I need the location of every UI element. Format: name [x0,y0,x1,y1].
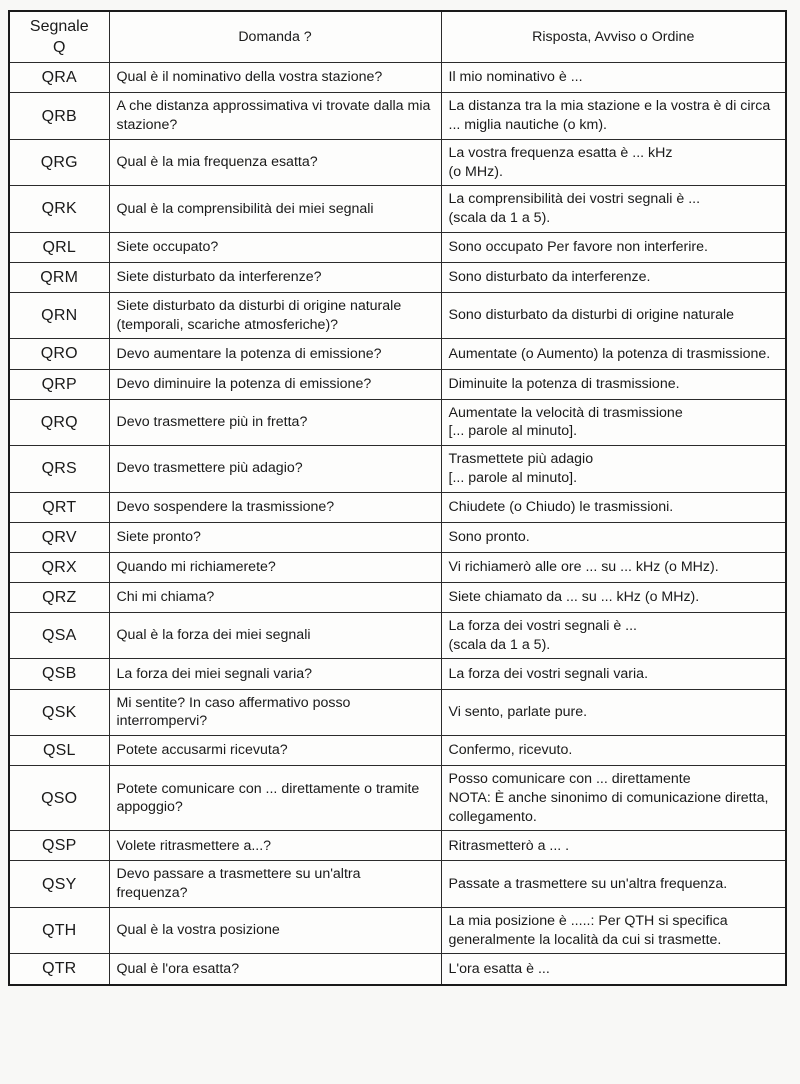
cell-answer: Passate a trasmettere su un'altra frequenza. [441,861,786,907]
cell-question: Mi sentite? In caso affermativo posso interrompervi? [109,689,441,735]
cell-question: Devo trasmettere più in fretta? [109,399,441,445]
cell-answer: Sono disturbato da disturbi di origine naturale [441,292,786,338]
cell-question: Chi mi chiama? [109,582,441,612]
table-row [9,522,786,552]
cell-question: Devo diminuire la potenza di emissione? [109,369,441,399]
cell-answer: Ritrasmetterò a ... . [441,831,786,861]
cell-answer: Trasmettete più adagio [... parole al minuto]. [441,446,786,492]
cell-question: Qual è la vostra posizione [109,907,441,953]
table-row [9,954,786,985]
cell-answer: Il mio nominativo è ... [441,63,786,93]
cell-answer: Vi sento, parlate pure. [441,689,786,735]
cell-question: Qual è la forza dei miei segnali [109,613,441,659]
cell-question: Devo passare a trasmettere su un'altra frequenza? [109,861,441,907]
cell-signal: QRK [9,186,109,232]
cell-question: A che distanza approssimativa vi trovate dalla mia stazione? [109,93,441,139]
cell-question: Siete disturbato da disturbi di origine naturale (temporali, scariche atmosferiche)? [109,292,441,338]
table-row [9,689,786,735]
cell-signal: QSA [9,613,109,659]
cell-question: Devo sospendere la trasmissione? [109,492,441,522]
table-row [9,613,786,659]
cell-answer: Sono occupato Per favore non interferire. [441,232,786,262]
cell-answer: Diminuite la potenza di trasmissione. [441,369,786,399]
table-row [9,736,786,766]
table-row [9,186,786,232]
cell-question: Siete occupato? [109,232,441,262]
cell-answer: La distanza tra la mia stazione e la vostra è di circa ... miglia nautiche (o km). [441,93,786,139]
cell-question: Volete ritrasmettere a...? [109,831,441,861]
cell-signal: QTH [9,907,109,953]
cell-signal: QSY [9,861,109,907]
cell-answer: La vostra frequenza esatta è ... kHz (o MHz). [441,139,786,185]
cut-off-header-text [0,0,800,6]
cell-signal: QRQ [9,399,109,445]
cell-signal: QRP [9,369,109,399]
table-row [9,446,786,492]
header-row [9,11,786,63]
cell-signal: QRN [9,292,109,338]
table-row [9,63,786,93]
table-row [9,369,786,399]
table-row [9,262,786,292]
cell-signal: QSO [9,766,109,831]
table-row [9,399,786,445]
cell-question: Potete comunicare con ... direttamente o tramite appoggio? [109,766,441,831]
cell-signal: QSP [9,831,109,861]
cell-answer: Vi richiamerò alle ore ... su ... kHz (o MHz). [441,552,786,582]
table-row [9,492,786,522]
cell-answer: La forza dei vostri segnali varia. [441,659,786,689]
cell-answer: Siete chiamato da ... su ... kHz (o MHz). [441,582,786,612]
cell-question: Qual è il nominativo della vostra stazione? [109,63,441,93]
cell-question: Devo aumentare la potenza di emissione? [109,339,441,369]
cell-signal: QRO [9,339,109,369]
cell-answer: Confermo, ricevuto. [441,736,786,766]
table-row [9,907,786,953]
cell-answer: Aumentate (o Aumento) la potenza di trasmissione. [441,339,786,369]
cell-answer: Sono disturbato da interferenze. [441,262,786,292]
column-header-question: Domanda ? [109,11,441,63]
column-header-signal-line1: Segnale [29,18,89,35]
table-row [9,93,786,139]
cell-answer: La mia posizione è .....: Per QTH si specifica generalmente la località da cui si trasmette. [441,907,786,953]
table-row [9,552,786,582]
table-row [9,766,786,831]
cell-signal: QRS [9,446,109,492]
column-header-answer: Risposta, Avviso o Ordine [441,11,786,63]
cell-question: Siete pronto? [109,522,441,552]
cell-question: La forza dei miei segnali varia? [109,659,441,689]
table-body [9,63,786,985]
cell-signal: QRZ [9,582,109,612]
cell-answer: Aumentate la velocità di trasmissione [... parole al minuto]. [441,399,786,445]
cell-signal: QRX [9,552,109,582]
cell-answer: La forza dei vostri segnali è ... (scala da 1 a 5). [441,613,786,659]
table-row [9,582,786,612]
cell-signal: QRM [9,262,109,292]
cell-answer: La comprensibilità dei vostri segnali è ... (scala da 1 a 5). [441,186,786,232]
table-row [9,139,786,185]
cell-signal: QTR [9,954,109,985]
cell-signal: QSK [9,689,109,735]
column-header-signal [9,11,109,63]
cell-question: Devo trasmettere più adagio? [109,446,441,492]
cell-signal: QRV [9,522,109,552]
table-row [9,292,786,338]
cell-question: Potete accusarmi ricevuta? [109,736,441,766]
cell-signal: QRA [9,63,109,93]
table-row [9,861,786,907]
table-row [9,232,786,262]
cell-answer: Posso comunicare con ... direttamente NOTA: È anche sinonimo di comunicazione diretta, collegamento. [441,766,786,831]
cell-question: Qual è la comprensibilità dei miei segnali [109,186,441,232]
cell-answer: L'ora esatta è ... [441,954,786,985]
table-header [9,11,786,63]
cell-signal: QRB [9,93,109,139]
cell-question: Qual è la mia frequenza esatta? [109,139,441,185]
table-row [9,659,786,689]
cell-signal: QRL [9,232,109,262]
q-code-table [8,10,787,986]
cell-signal: QRT [9,492,109,522]
cell-signal: QSL [9,736,109,766]
cell-question: Qual è l'ora esatta? [109,954,441,985]
table-row [9,831,786,861]
cell-question: Quando mi richiamerete? [109,552,441,582]
q-code-table-container [8,10,785,986]
table-row [9,339,786,369]
cell-question: Siete disturbato da interferenze? [109,262,441,292]
cell-answer: Chiudete (o Chiudo) le trasmissioni. [441,492,786,522]
column-header-signal-line2: Q [53,39,66,57]
cell-signal: QRG [9,139,109,185]
cell-signal: QSB [9,659,109,689]
cell-answer: Sono pronto. [441,522,786,552]
